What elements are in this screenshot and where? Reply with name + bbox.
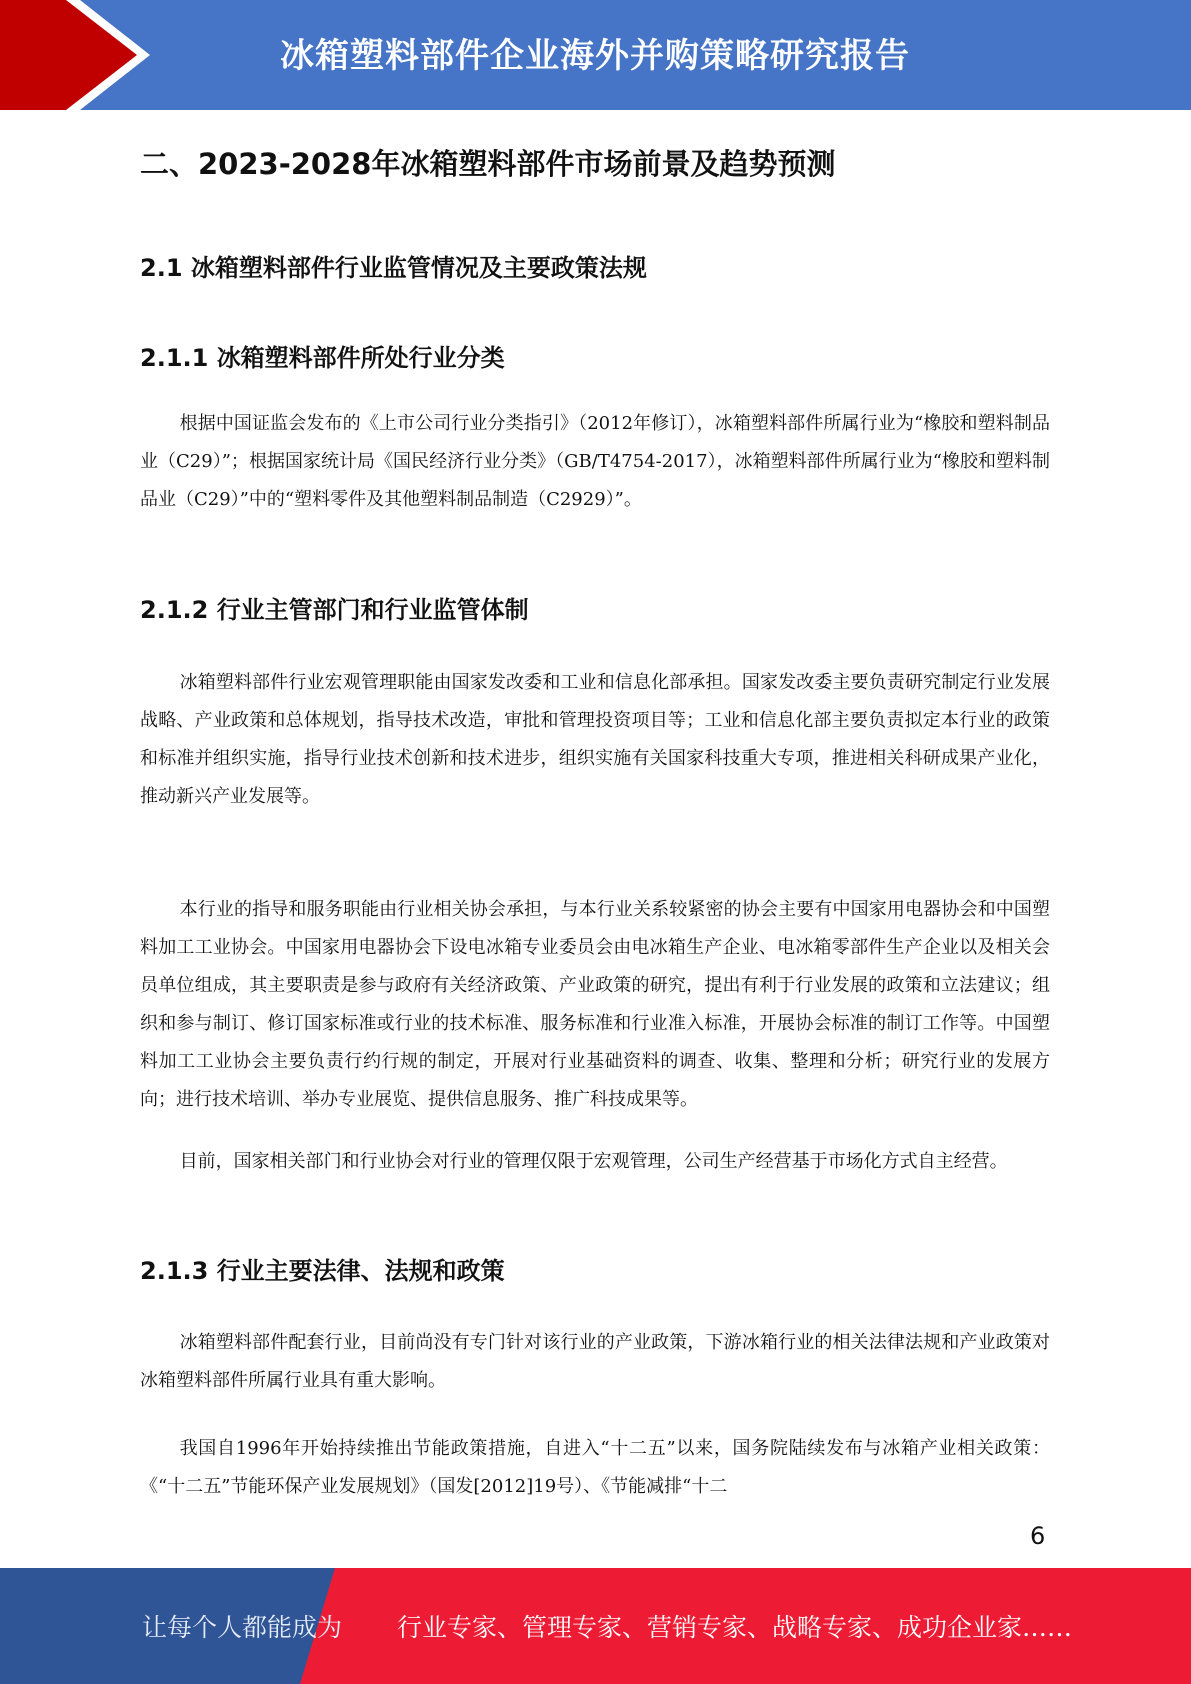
footer-slogan-left: 让每个人都能成为: [142, 1613, 343, 1642]
page-number: 6: [1030, 1522, 1046, 1550]
paragraph: 冰箱塑料部件行业宏观管理职能由国家发改委和工业和信息化部承担。国家发改委主要负责研究制定行业发展战略、产业政策和总体规划，指导技术改造，审批和管理投资项目等；工业和信息化部主要负责拟定本行业的政策和标准并组织实施，指导行业技术创新和技术进步，组织实施有关国家科技重大专项，推进相关科研成果产业化，推动新兴产业发展等。: [140, 672, 1050, 807]
section-heading-2-1-3: 2.1.3 行业主要法律、法规和政策: [140, 1257, 505, 1285]
footer-banner: [0, 1568, 1191, 1684]
paragraph: 本行业的指导和服务职能由行业相关协会承担，与本行业关系较紧密的协会主要有中国家用电器协会和中国塑料加工工业协会。中国家用电器协会下设电冰箱专业委员会由电冰箱生产企业、电冰箱零部件生产企业以及相关会员单位组成，其主要职责是参与政府有关经济政策、产业政策的研究，提出有利于行业发展的政策和立法建议；组织和参与制订、修订国家标准或行业的技术标准、服务标准和行业准入标准，开展协会标准的制订工作等。中国塑料加工工业协会主要负责行约行规的制定，开展对行业基础资料的调查、收集、整理和分析；研究行业的发展方向；进行技术培训、举办专业展览、提供信息服务、推广科技成果等。: [140, 899, 1050, 1110]
paragraph: 目前，国家相关部门和行业协会对行业的管理仅限于宏观管理，公司生产经营基于市场化方式自主经营。: [179, 1151, 1008, 1172]
section-heading-2-1-1: 2.1.1 冰箱塑料部件所处行业分类: [140, 344, 505, 372]
paragraph: 根据中国证监会发布的《上市公司行业分类指引》（2012年修订），冰箱塑料部件所属行业为“橡胶和塑料制品业（C29）”；根据国家统计局《国民经济行业分类》（GB/T4754-2017），冰箱塑料部件所属行业为“橡胶和塑料制品业（C29）”中的“塑料零件及其他塑料制品制造（C2929）”。: [140, 413, 1050, 510]
paragraph: 冰箱塑料部件配套行业，目前尚没有专门针对该行业的产业政策，下游冰箱行业的相关法律法规和产业政策对冰箱塑料部件所属行业具有重大影响。: [140, 1332, 1050, 1391]
report-title: 冰箱塑料部件企业海外并购策略研究报告: [280, 36, 910, 76]
footer-slogan-right: 行业专家、管理专家、营销专家、战略专家、成功企业家……: [397, 1613, 1073, 1642]
report-header-banner: [0, 0, 1191, 110]
section-heading-2-1: 2.1 冰箱塑料部件行业监管情况及主要政策法规: [140, 254, 647, 282]
section-heading-2-1-2: 2.1.2 行业主管部门和行业监管体制: [140, 596, 529, 624]
chapter-heading: 二、2023-2028年冰箱塑料部件市场前景及趋势预测: [140, 147, 836, 181]
header-arrow-decoration: [0, 0, 160, 110]
paragraph: 我国自1996年开始持续推出节能政策措施，自进入“十二五”以来，国务院陆续发布与冰箱产业相关政策：《“十二五”节能环保产业发展规划》（国发[2012]19号）、《节能减排“十二: [140, 1438, 1050, 1497]
